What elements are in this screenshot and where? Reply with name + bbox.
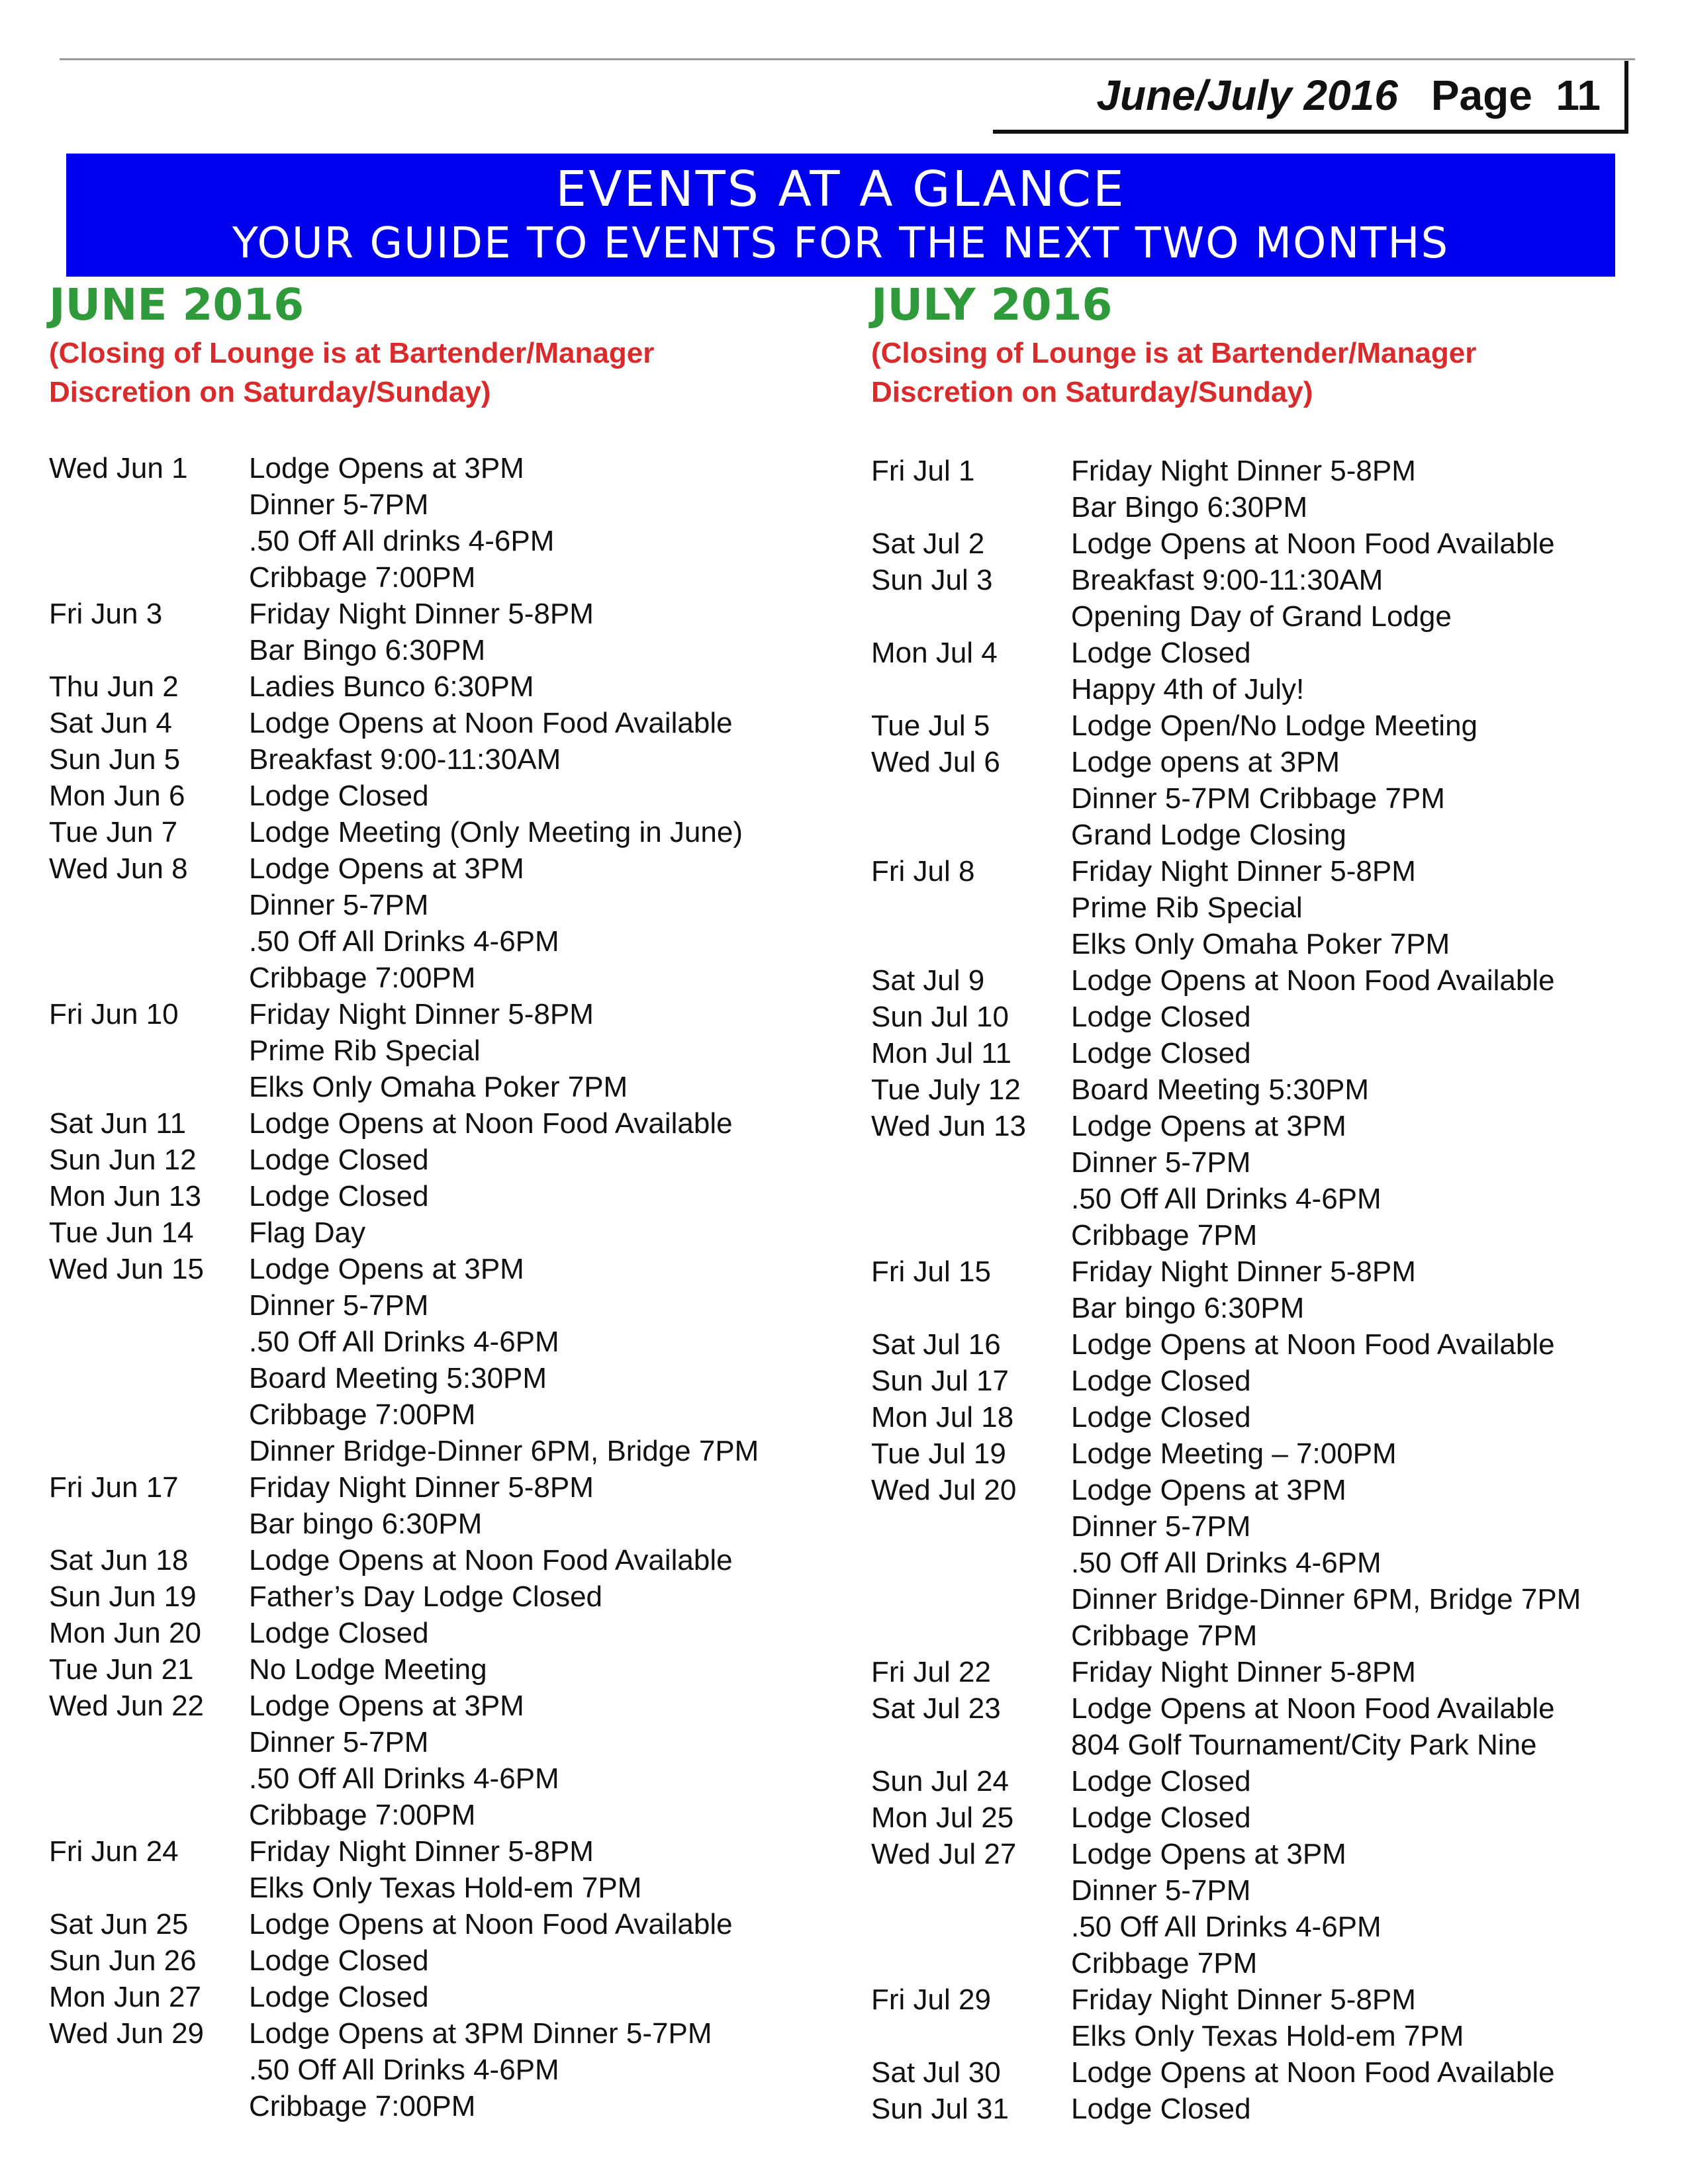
event-row (871, 1545, 1639, 1581)
event-date: Sun Jun 19 (49, 1580, 197, 1613)
event-row (49, 923, 817, 960)
event-date: Wed Jun 8 (49, 852, 188, 885)
event-row (871, 453, 1639, 489)
event-date: Mon Jul 11 (871, 1037, 1011, 1069)
event-row (49, 814, 817, 850)
event-description: Cribbage 7:00PM (249, 1799, 476, 1831)
event-date: Fri Jun 10 (49, 998, 179, 1030)
event-date: Mon Jul 4 (871, 637, 998, 669)
event-row (49, 1870, 817, 1906)
event-row (871, 999, 1639, 1035)
event-description: .50 Off All Drinks 4-6PM (1071, 1183, 1382, 1215)
event-row (49, 1360, 817, 1396)
event-row (871, 1181, 1639, 1217)
event-row (871, 562, 1639, 598)
event-row (871, 780, 1639, 817)
event-date (871, 1217, 1071, 1253)
event-description: Lodge opens at 3PM (1071, 746, 1340, 778)
event-description: Cribbage 7PM (1071, 1947, 1258, 1979)
event-description: Dinner 5-7PM (1071, 1510, 1251, 1543)
event-description: Lodge Closed (249, 1144, 429, 1176)
event-description: Lodge Opens at 3PM (1071, 1838, 1346, 1870)
event-description: Ladies Bunco 6:30PM (249, 670, 534, 703)
event-row (871, 1253, 1639, 1290)
event-row (49, 596, 817, 632)
event-description: Cribbage 7:00PM (249, 962, 476, 994)
event-row (49, 1251, 817, 1287)
event-row (49, 1979, 817, 2015)
event-description: Friday Night Dinner 5-8PM (249, 1471, 594, 1504)
event-date: Sun Jun 5 (49, 743, 181, 776)
event-date: Mon Jul 18 (871, 1401, 1014, 1433)
event-date (49, 559, 249, 596)
event-row (49, 523, 817, 559)
event-description: Flag Day (249, 1216, 366, 1249)
event-description: Lodge Closed (1071, 1037, 1251, 1069)
event-row (49, 1833, 817, 1870)
event-row (49, 486, 817, 523)
event-date: Fri Jul 8 (871, 855, 975, 887)
event-description: Lodge Closed (1071, 637, 1251, 669)
event-row (871, 598, 1639, 635)
event-description: .50 Off All Drinks 4-6PM (249, 925, 559, 958)
event-date: Wed Jun 13 (871, 1110, 1027, 1142)
event-description: .50 Off All Drinks 4-6PM (249, 1326, 559, 1358)
event-row (871, 635, 1639, 671)
event-row (871, 1690, 1639, 1727)
event-description: Friday Night Dinner 5-8PM (249, 998, 594, 1030)
july-lounge-note (871, 334, 1639, 412)
event-date: Fri Jul 29 (871, 1983, 991, 2016)
event-date (49, 887, 249, 923)
event-date (49, 1433, 249, 1469)
event-date: Sat Jul 30 (871, 2056, 1001, 2089)
event-date: Sat Jul 16 (871, 1328, 1001, 1361)
event-description: Lodge Meeting (Only Meeting in June) (249, 816, 743, 848)
event-row (49, 1069, 817, 1105)
event-description: Dinner 5-7PM (1071, 1874, 1251, 1907)
event-description: Cribbage 7:00PM (249, 561, 476, 594)
event-description: Friday Night Dinner 5-8PM (1071, 855, 1416, 887)
event-date: Sat Jun 11 (49, 1107, 187, 1140)
event-date: Wed Jun 1 (49, 452, 188, 484)
event-row (49, 1760, 817, 1797)
event-description: Prime Rib Special (1071, 891, 1303, 924)
event-row (49, 1506, 817, 1542)
event-date (871, 489, 1071, 525)
event-description: Dinner 5-7PM Cribbage 7PM (1071, 782, 1445, 815)
event-description: Bar bingo 6:30PM (249, 1508, 483, 1540)
event-row (49, 1542, 817, 1578)
event-date: Tue Jun 7 (49, 816, 178, 848)
event-date: Fri Jul 15 (871, 1255, 991, 1288)
event-date (49, 1032, 249, 1069)
event-date (49, 923, 249, 960)
event-description: Lodge Opens at 3PM (1071, 1474, 1346, 1506)
event-date (871, 1872, 1071, 1909)
event-description: Elks Only Omaha Poker 7PM (1071, 928, 1450, 960)
event-row (871, 1945, 1639, 1981)
event-date (49, 1360, 249, 1396)
event-description: Friday Night Dinner 5-8PM (1071, 455, 1416, 487)
event-description: Board Meeting 5:30PM (1071, 1073, 1370, 1106)
event-date: Fri Jun 24 (49, 1835, 179, 1868)
event-description: Lodge Closed (1071, 1365, 1251, 1397)
event-description: Friday Night Dinner 5-8PM (1071, 1656, 1416, 1688)
event-date (871, 1727, 1071, 1763)
event-row (871, 1290, 1639, 1326)
event-description: Lodge Opens at Noon Food Available (249, 1544, 733, 1576)
event-description: Prime Rib Special (249, 1034, 481, 1067)
event-row (871, 1654, 1639, 1690)
event-description: Friday Night Dinner 5-8PM (249, 598, 594, 630)
event-date: Sat Jun 4 (49, 707, 172, 739)
event-date: Sun Jul 17 (871, 1365, 1009, 1397)
event-date (871, 1945, 1071, 1981)
event-row (871, 926, 1639, 962)
event-row (871, 889, 1639, 926)
page-number: Page 11 (1430, 71, 1601, 119)
event-description: Elks Only Texas Hold-em 7PM (1071, 2020, 1464, 2052)
event-description: Lodge Opens at 3PM (1071, 1110, 1346, 1142)
event-row (871, 1763, 1639, 1799)
event-date: Tue Jun 14 (49, 1216, 194, 1249)
event-description: Lodge Opens at Noon Food Available (249, 707, 733, 739)
event-description: .50 Off All Drinks 4-6PM (249, 2054, 559, 2086)
event-date: Fri Jun 3 (49, 598, 163, 630)
event-row (871, 1363, 1639, 1399)
event-description: Friday Night Dinner 5-8PM (1071, 1255, 1416, 1288)
event-description: Lodge Opens at Noon Food Available (1071, 964, 1555, 997)
july-note-line-2: Discretion on Saturday/Sunday) (871, 376, 1313, 408)
event-date: Sat Jul 23 (871, 1692, 1001, 1725)
event-date: Mon Jun 27 (49, 1981, 201, 2013)
event-description: Cribbage 7PM (1071, 1619, 1258, 1652)
event-row (49, 1105, 817, 1142)
event-row (49, 1433, 817, 1469)
event-row (871, 1071, 1639, 1108)
event-date (49, 1287, 249, 1324)
event-row (871, 2054, 1639, 2091)
event-date (871, 1508, 1071, 1545)
june-lounge-note (49, 334, 817, 412)
event-date: Sat Jun 18 (49, 1544, 189, 1576)
event-description: Friday Night Dinner 5-8PM (249, 1835, 594, 1868)
event-row (49, 1797, 817, 1833)
event-row (49, 450, 817, 486)
event-date (871, 2018, 1071, 2054)
event-date (871, 671, 1071, 707)
june-column (49, 278, 817, 2124)
event-date: Sun Jun 12 (49, 1144, 197, 1176)
event-description: Lodge Opens at 3PM (249, 852, 524, 885)
event-description: Cribbage 7:00PM (249, 2090, 476, 2122)
event-description: 804 Golf Tournament/City Park Nine (1071, 1729, 1537, 1761)
event-row (871, 853, 1639, 889)
event-date (49, 1760, 249, 1797)
event-description: Grand Lodge Closing (1071, 819, 1346, 851)
event-date: Sun Jul 31 (871, 2093, 1009, 2125)
event-date: Wed Jul 6 (871, 746, 1000, 778)
event-description: Board Meeting 5:30PM (249, 1362, 547, 1394)
event-date (49, 960, 249, 996)
event-description: Bar bingo 6:30PM (1071, 1292, 1305, 1324)
event-description: Dinner Bridge-Dinner 6PM, Bridge 7PM (249, 1435, 759, 1467)
event-date (49, 486, 249, 523)
event-date: Wed Jul 27 (871, 1838, 1017, 1870)
event-row (49, 996, 817, 1032)
event-row (49, 1942, 817, 1979)
event-row (49, 1724, 817, 1760)
event-row (871, 817, 1639, 853)
event-description: Lodge Opens at 3PM (249, 1253, 524, 1285)
event-date: Wed Jul 20 (871, 1474, 1017, 1506)
event-date: Sun Jun 26 (49, 1944, 197, 1977)
event-row (49, 1578, 817, 1615)
event-date: Tue Jul 5 (871, 709, 990, 742)
event-date (49, 523, 249, 559)
event-row (871, 1326, 1639, 1363)
event-description: Lodge Closed (249, 1944, 429, 1977)
top-rule (60, 58, 1635, 60)
event-date: Mon Jul 25 (871, 1801, 1014, 1834)
event-row (871, 1836, 1639, 1872)
event-description: Lodge Closed (1071, 1401, 1251, 1433)
event-row (49, 1396, 817, 1433)
event-date (871, 1144, 1071, 1181)
event-row (49, 1287, 817, 1324)
event-row (871, 1144, 1639, 1181)
event-date: Sun Jul 24 (871, 1765, 1009, 1797)
event-description: Lodge Open/No Lodge Meeting (1071, 709, 1478, 742)
event-row (49, 559, 817, 596)
event-date: Wed Jun 15 (49, 1253, 205, 1285)
event-row (49, 1324, 817, 1360)
event-date (871, 889, 1071, 926)
event-description: Elks Only Omaha Poker 7PM (249, 1071, 628, 1103)
event-row (871, 1981, 1639, 2018)
event-row (49, 1615, 817, 1651)
event-row (49, 1178, 817, 1214)
event-date: Tue Jun 21 (49, 1653, 194, 1686)
event-date: Mon Jun 13 (49, 1180, 201, 1212)
event-row (871, 1217, 1639, 1253)
event-date: Wed Jun 22 (49, 1690, 205, 1722)
event-description: Happy 4th of July! (1071, 673, 1305, 705)
event-row (871, 2091, 1639, 2127)
event-description: Lodge Opens at Noon Food Available (249, 1908, 733, 1940)
event-description: Lodge Closed (1071, 2093, 1251, 2125)
event-date (49, 1797, 249, 1833)
event-date: Mon Jun 20 (49, 1617, 201, 1649)
event-row (49, 887, 817, 923)
event-description: .50 Off All Drinks 4-6PM (1071, 1547, 1382, 1579)
event-description: Dinner 5-7PM (249, 1726, 429, 1758)
event-date (871, 817, 1071, 853)
event-date (49, 1506, 249, 1542)
event-row (49, 778, 817, 814)
event-row (49, 1688, 817, 1724)
event-description: Friday Night Dinner 5-8PM (1071, 1983, 1416, 2016)
event-description: Dinner 5-7PM (249, 889, 429, 921)
event-description: Lodge Closed (249, 1981, 429, 2013)
page-header (993, 61, 1628, 134)
event-description: No Lodge Meeting (249, 1653, 487, 1686)
event-date (871, 1581, 1071, 1617)
events-banner (66, 154, 1615, 277)
event-date (49, 2052, 249, 2088)
event-row (871, 1799, 1639, 1836)
june-note-line-1: (Closing of Lounge is at Bartender/Manager (49, 337, 655, 369)
event-row (871, 671, 1639, 707)
event-description: .50 Off All Drinks 4-6PM (1071, 1911, 1382, 1943)
event-description: .50 Off All drinks 4-6PM (249, 525, 555, 557)
event-description: .50 Off All Drinks 4-6PM (249, 1762, 559, 1795)
event-row (871, 525, 1639, 562)
event-date (49, 1324, 249, 1360)
event-row (871, 1617, 1639, 1654)
event-row (871, 962, 1639, 999)
event-date (49, 632, 249, 668)
event-description: Lodge Meeting – 7:00PM (1071, 1437, 1397, 1470)
event-description: Lodge Closed (249, 1180, 429, 1212)
event-description: Lodge Closed (1071, 1001, 1251, 1033)
event-row (49, 2088, 817, 2124)
event-row (49, 2052, 817, 2088)
event-date (49, 1396, 249, 1433)
event-row (871, 1035, 1639, 1071)
july-note-line-1: (Closing of Lounge is at Bartender/Manager (871, 337, 1477, 369)
event-row (871, 2018, 1639, 2054)
event-date (49, 1069, 249, 1105)
event-description: Lodge Opens at Noon Food Available (1071, 1328, 1555, 1361)
event-description: Lodge Opens at Noon Food Available (249, 1107, 733, 1140)
event-row (49, 1032, 817, 1069)
event-date (871, 1909, 1071, 1945)
event-description: Breakfast 9:00-11:30AM (249, 743, 561, 776)
event-description: Opening Day of Grand Lodge (1071, 600, 1452, 633)
july-title: JULY 2016 (871, 279, 1113, 330)
event-date (871, 1181, 1071, 1217)
event-date: Sat Jun 25 (49, 1908, 189, 1940)
event-date: Fri Jul 1 (871, 455, 975, 487)
event-date (871, 926, 1071, 962)
event-row (49, 1469, 817, 1506)
event-description: Dinner 5-7PM (1071, 1146, 1251, 1179)
event-date: Wed Jun 29 (49, 2017, 205, 2050)
banner-subtitle: YOUR GUIDE TO EVENTS FOR THE NEXT TWO MONTHS (232, 219, 1450, 268)
event-row (871, 1435, 1639, 1472)
event-description: Lodge Opens at 3PM Dinner 5-7PM (249, 2017, 712, 2050)
july-column (871, 278, 1639, 2127)
event-row (871, 744, 1639, 780)
event-description: Dinner Bridge-Dinner 6PM, Bridge 7PM (1071, 1583, 1581, 1615)
event-row (871, 1872, 1639, 1909)
event-row (871, 1472, 1639, 1508)
event-description: Lodge Opens at Noon Food Available (1071, 1692, 1555, 1725)
event-description: Lodge Closed (249, 1617, 429, 1649)
event-row (49, 960, 817, 996)
event-description: Lodge Closed (249, 780, 429, 812)
event-row (871, 489, 1639, 525)
event-description: Lodge Opens at Noon Food Available (1071, 2056, 1555, 2089)
event-description: Cribbage 7PM (1071, 1219, 1258, 1251)
event-row (871, 1108, 1639, 1144)
event-date: Sat Jul 2 (871, 527, 985, 560)
event-row (871, 1727, 1639, 1763)
event-description: Father’s Day Lodge Closed (249, 1580, 603, 1613)
event-description: Lodge Opens at 3PM (249, 1690, 524, 1722)
event-row (871, 1508, 1639, 1545)
event-row (49, 1651, 817, 1688)
event-row (49, 1142, 817, 1178)
june-title: JUNE 2016 (49, 279, 305, 330)
event-row (49, 1906, 817, 1942)
event-date (49, 1870, 249, 1906)
event-date (871, 1545, 1071, 1581)
event-row (49, 741, 817, 778)
event-row (49, 850, 817, 887)
event-date: Fri Jun 17 (49, 1471, 179, 1504)
banner-title: EVENTS AT A GLANCE (555, 161, 1126, 218)
event-date: Thu Jun 2 (49, 670, 179, 703)
event-row (49, 705, 817, 741)
event-date (49, 2088, 249, 2124)
event-row (49, 2015, 817, 2052)
june-note-line-2: Discretion on Saturday/Sunday) (49, 376, 491, 408)
event-row (871, 1399, 1639, 1435)
event-description: Lodge Closed (1071, 1765, 1251, 1797)
event-description: Bar Bingo 6:30PM (1071, 491, 1308, 523)
event-date (871, 1290, 1071, 1326)
event-row (871, 1581, 1639, 1617)
event-date: Sat Jul 9 (871, 964, 985, 997)
event-date (871, 1617, 1071, 1654)
event-date: Tue Jul 19 (871, 1437, 1006, 1470)
event-date (49, 1724, 249, 1760)
event-date: Sun Jul 10 (871, 1001, 1009, 1033)
event-description: Bar Bingo 6:30PM (249, 634, 486, 666)
event-date: Tue July 12 (871, 1073, 1021, 1106)
event-description: Breakfast 9:00-11:30AM (1071, 564, 1383, 596)
event-date: Sun Jul 3 (871, 564, 993, 596)
event-date (871, 598, 1071, 635)
july-event-list (871, 453, 1639, 2127)
event-date: Fri Jul 22 (871, 1656, 991, 1688)
event-row (49, 632, 817, 668)
event-description: Elks Only Texas Hold-em 7PM (249, 1872, 642, 1904)
event-date: Mon Jun 6 (49, 780, 185, 812)
event-description: Lodge Closed (1071, 1801, 1251, 1834)
june-event-list (49, 450, 817, 2124)
event-row (49, 668, 817, 705)
event-description: Lodge Opens at 3PM (249, 452, 524, 484)
event-row (49, 1214, 817, 1251)
issue-date: June/July 2016 (1096, 71, 1398, 119)
event-description: Dinner 5-7PM (249, 1289, 429, 1322)
event-row (871, 707, 1639, 744)
event-row (871, 1909, 1639, 1945)
event-description: Lodge Opens at Noon Food Available (1071, 527, 1555, 560)
event-description: Dinner 5-7PM (249, 488, 429, 521)
event-description: Cribbage 7:00PM (249, 1398, 476, 1431)
event-date (871, 780, 1071, 817)
